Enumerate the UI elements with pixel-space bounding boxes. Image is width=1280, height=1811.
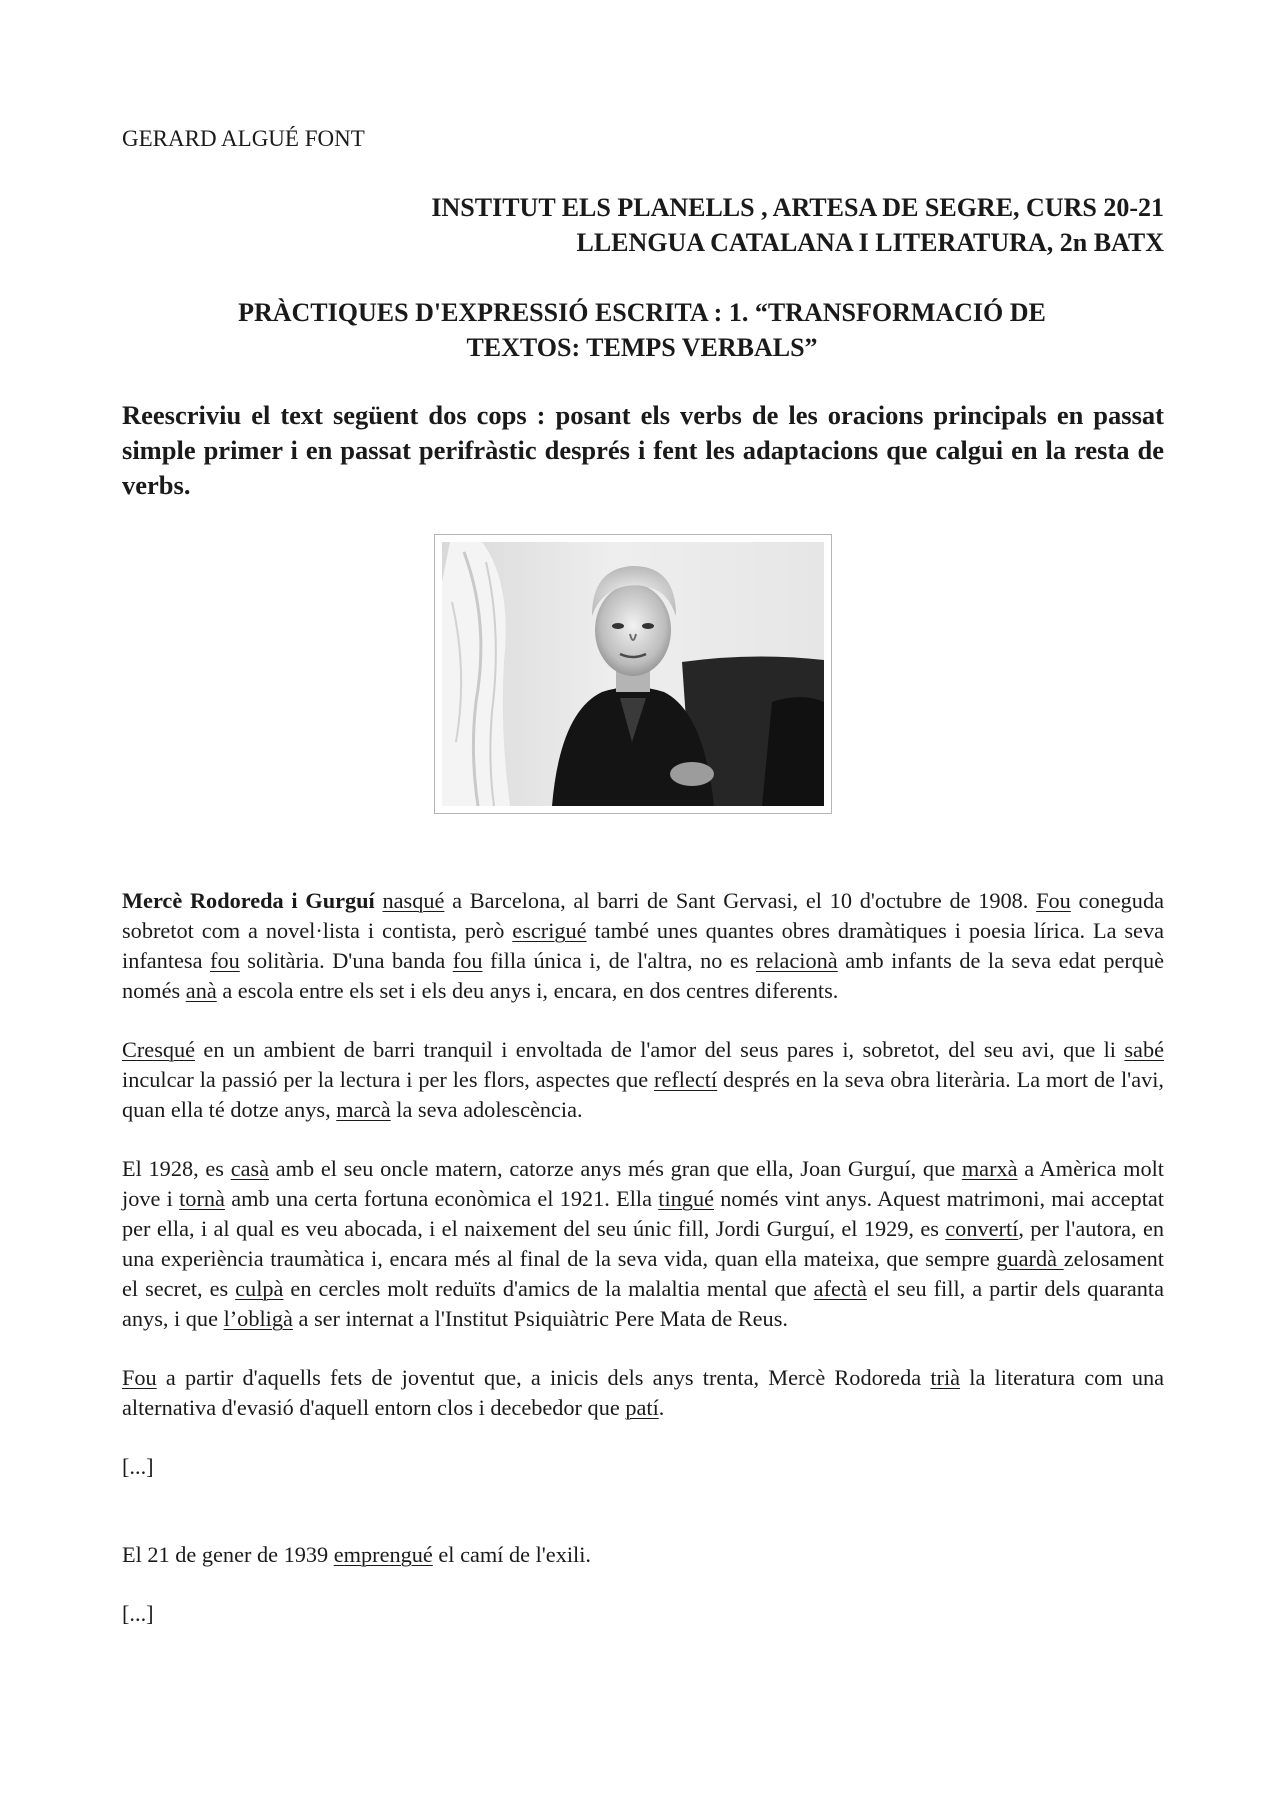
text-run: el camí de l'exili. [432,1542,592,1567]
underlined-verb: fou [210,948,240,973]
text-run: després en la seva obra literària. La mort de l'avi, quan ella té dotze anys, [122,1067,1165,1122]
text-run: en cercles molt reduïts d'amics de la malaltia mental que [283,1276,814,1301]
text-run: la literatura com una alternativa d'evasió d'aquell entorn clos i decebedor que [122,1365,1165,1420]
text-run: a Amèrica molt jove i [122,1156,1165,1211]
text-run: també unes quantes obres dramàtiques i poesia lírica. La seva infantesa [122,918,1165,973]
text-run: a partir d'aquells fets de joventut que, a inicis dels anys trenta, Mercè Rodoreda [156,1365,931,1390]
underlined-verb: culpà [235,1276,284,1301]
underlined-verb: emprengué [333,1542,433,1567]
course-header [122,190,1164,260]
underlined-verb: convertí [945,1216,1019,1241]
underlined-verb: Cresqué [122,1037,196,1062]
underlined-verb: tingué [658,1186,714,1211]
text-run: coneguda sobretot com a novel·lista i contista, però [122,888,1164,943]
body-paragraph [122,1599,1164,1629]
text-run: El 21 de gener de 1939 [122,1542,334,1567]
exercise-title-line-1: PRÀCTIQUES D'EXPRESSIÓ ESCRITA : 1. “TRANSFORMACIÓ DE [238,298,1046,327]
text-run: solitària. D'una banda [239,948,453,973]
underlined-verb: sabé [1124,1037,1164,1062]
text-run: la seva adolescència. [390,1097,583,1122]
portrait-photo [442,542,824,806]
course-header-subject: LLENGUA CATALANA I LITERATURA, 2n BATX [576,228,1164,257]
text-run: amb infants de la seva edat perquè només [122,948,1164,1003]
underlined-verb: guardà [996,1246,1064,1271]
text-run: . [658,1395,665,1420]
portrait-photo-frame [434,534,832,814]
course-header-school: INSTITUT ELS PLANELLS , ARTESA DE SEGRE, CURS 20-21 [431,193,1164,222]
biography-text [122,886,1164,1658]
underlined-verb: relacionà [756,948,838,973]
text-run: amb una certa fortuna econòmica el 1921. Ella [224,1186,659,1211]
underlined-verb: anà [185,978,217,1003]
exercise-instructions: Reescriviu el text següent dos cops : posant els verbs de les oracions principals en passat simple primer i en passat perifràstic després i fent les adaptacions que calgui en la resta de verbs. [122,400,1164,500]
underlined-verb: escrigué [512,918,587,943]
text-run: El 1928, es [122,1156,231,1181]
text-run: a ser internat a l'Institut Psiquiàtric Pere Mata de Reus. [292,1306,788,1331]
text-run: inculcar la passió per la lectura i per les flors, aspectes que [122,1067,655,1092]
underlined-verb: trià [930,1365,961,1390]
underlined-verb: patí [625,1395,659,1420]
text-run: en un ambient de barri tranquil i envoltada de l'amor del seus pares i, sobretot, del seu avi, que li [195,1037,1125,1062]
underlined-verb: Fou [122,1365,157,1390]
exercise-title [140,295,1144,365]
body-paragraph [122,1363,1164,1423]
bold-name: Mercè Rodoreda i Gurguí [122,888,375,913]
underlined-verb: fou [452,948,483,973]
text-run: només vint anys. Aquest matrimoni, mai acceptat per ella, i al qual es veu abocada, i el naixement del seu únic fill, Jordi Gurguí, el 1929, es [122,1186,1164,1241]
underlined-verb: marxà [961,1156,1018,1181]
underlined-verb: Fou [1036,888,1071,913]
underlined-verb: reflectí [654,1067,718,1092]
text-run: [...] [122,1601,154,1626]
underlined-verb: tornà [179,1186,225,1211]
text-run: a Barcelona, al barri de Sant Gervasi, el 10 d'octubre de 1908. [444,888,1037,913]
underlined-verb: l’obligà [223,1306,293,1331]
text-run: el seu fill, a partir dels quaranta anys, i que [122,1276,1164,1331]
author-name: GERARD ALGUÉ FONT [122,126,365,151]
underlined-verb: afectà [813,1276,867,1301]
text-run: filla única i, de l'altra, no es [482,948,756,973]
underlined-verb: marcà [336,1097,391,1122]
text-run: [...] [122,1454,154,1479]
exercise-title-line-2: TEXTOS: TEMPS VERBALS” [466,333,818,362]
underlined-verb: nasqué [382,888,445,913]
body-paragraph [122,1035,1164,1125]
text-run: zelosament el secret, es [122,1246,1164,1301]
underlined-verb: casà [230,1156,270,1181]
body-paragraph [122,1154,1164,1334]
text-run: a escola entre els set i els deu anys i, encara, en dos centres diferents. [216,978,839,1003]
body-paragraph [122,886,1164,1006]
body-paragraph [122,1540,1164,1570]
body-paragraph [122,1452,1164,1482]
text-run: amb el seu oncle matern, catorze anys més gran que ella, Joan Gurguí, que [269,1156,962,1181]
text-run: , per l'autora, en una experiència traumàtica i, encara més al final de la seva vida, quan ella mateixa, que sempre [122,1216,1165,1271]
